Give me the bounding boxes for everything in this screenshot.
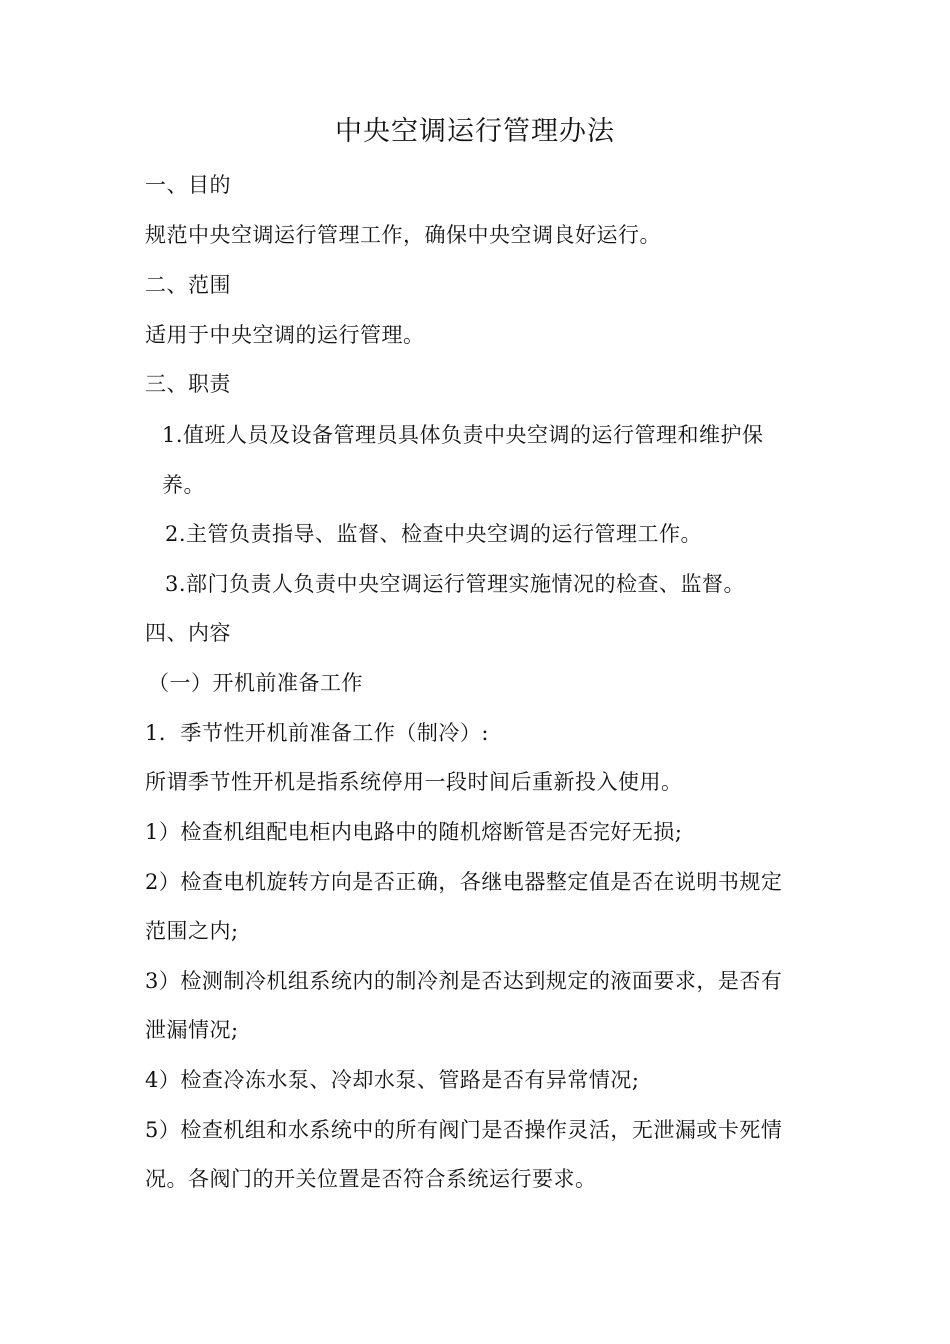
responsibility-item-1: 1.值班人员及设备管理员具体负责中央空调的运行管理和维护保 [162, 423, 764, 447]
section-heading-content: 四、内容 [145, 621, 231, 645]
responsibility-item-1-continued: 养。 [162, 473, 205, 497]
check-item-4: 4）检查冷冻水泵、冷却水泵、管路是否有异常情况; [145, 1068, 640, 1092]
check-item-2-continued: 范围之内; [145, 919, 239, 943]
subsection-heading-pre-startup: （一）开机前准备工作 [148, 671, 363, 695]
check-item-1: 1）检查机组配电柜内电路中的随机熔断管是否完好无损; [145, 820, 683, 844]
responsibility-item-3: 3.部门负责人负责中央空调运行管理实施情况的检查、监督。 [165, 572, 746, 596]
check-item-2: 2）检查电机旋转方向是否正确，各继电器整定值是否在说明书规定 [145, 870, 783, 894]
paragraph-scope: 适用于中央空调的运行管理。 [145, 323, 425, 347]
section-heading-purpose: 一、目的 [145, 173, 231, 197]
check-item-3: 3）检测制冷机组系统内的制冷剂是否达到规定的液面要求，是否有 [145, 969, 783, 993]
check-item-5: 5）检查机组和水系统中的所有阀门是否操作灵活，无泄漏或卡死情 [145, 1118, 783, 1142]
check-item-5-continued: 况。各阀门的开关位置是否符合系统运行要求。 [145, 1167, 597, 1191]
section-heading-scope: 二、范围 [145, 273, 231, 297]
check-item-3-continued: 泄漏情况; [145, 1018, 239, 1042]
paragraph-purpose: 规范中央空调运行管理工作，确保中央空调良好运行。 [145, 223, 661, 247]
section-heading-responsibilities: 三、职责 [145, 372, 231, 396]
list-heading-seasonal-startup: 1．季节性开机前准备工作（制冷）: [145, 721, 489, 745]
responsibility-item-2: 2.主管负责指导、监督、检查中央空调的运行管理工作。 [165, 522, 703, 546]
paragraph-seasonal-definition: 所谓季节性开机是指系统停用一段时间后重新投入使用。 [145, 770, 683, 794]
document-title: 中央空调运行管理办法 [335, 116, 615, 147]
